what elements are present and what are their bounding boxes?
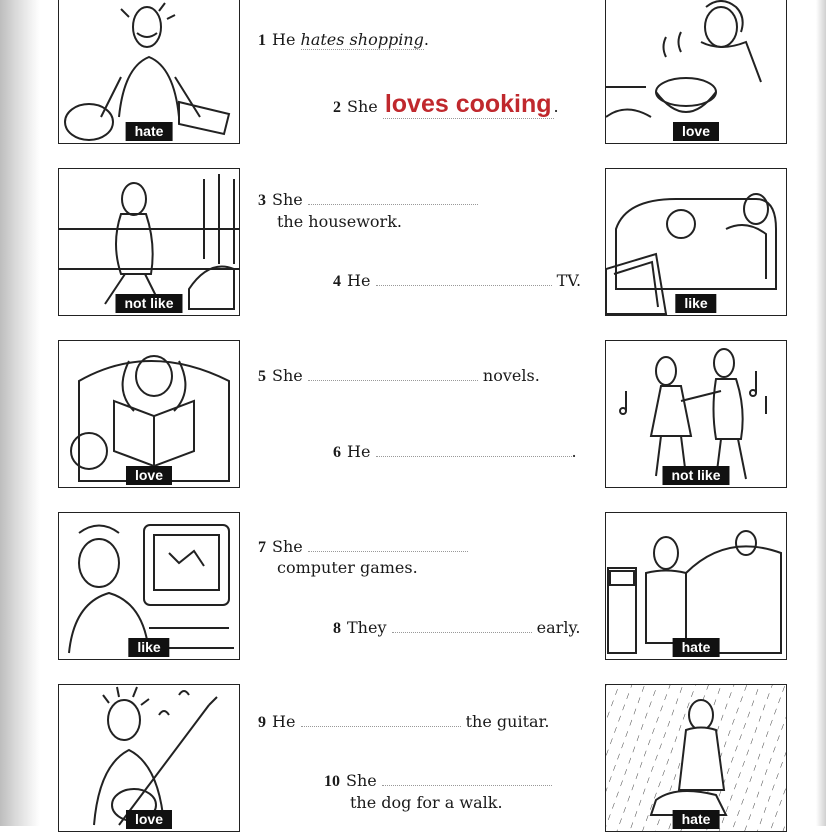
answer-blank[interactable] [392, 618, 532, 633]
exercise-1 [258, 30, 429, 51]
exercise-ending: TV. [556, 271, 582, 290]
exercise-ending: the guitar. [465, 712, 550, 731]
picture-label: like [675, 294, 716, 313]
picture-label: hate [673, 810, 720, 829]
answer-blank[interactable] [301, 712, 461, 727]
exercise-7-continuation: computer games. [277, 558, 418, 577]
picture-label: love [673, 122, 719, 141]
picture-8 [605, 512, 787, 660]
picture-1 [58, 0, 240, 144]
exercise-subject: She [272, 190, 303, 209]
exercise-number: 5 [258, 368, 266, 385]
exercise-9 [258, 712, 550, 733]
picture-label: hate [126, 122, 173, 141]
answer-blank[interactable] [308, 190, 478, 205]
exercise-number: 7 [258, 539, 266, 556]
answer-blank[interactable] [376, 442, 572, 457]
exercise-number: 3 [258, 192, 266, 209]
picture-label: not like [662, 466, 729, 485]
exercise-subject: She [272, 537, 303, 556]
answer-blank[interactable] [376, 271, 552, 286]
picture-label: love [126, 810, 172, 829]
picture-label: love [126, 466, 172, 485]
exercise-ending: . [553, 97, 559, 116]
exercise-number: 2 [333, 99, 341, 116]
exercise-subject: She [347, 97, 378, 116]
exercise-7 [258, 537, 468, 558]
exercise-3 [258, 190, 478, 211]
exercise-8 [333, 618, 580, 639]
exercise-number: 1 [258, 32, 266, 49]
picture-9 [58, 684, 240, 832]
exercise-subject: She [272, 366, 303, 385]
picture-label: like [128, 638, 169, 657]
picture-7 [58, 512, 240, 660]
exercise-2 [333, 92, 559, 120]
exercise-subject: He [347, 442, 371, 461]
picture-3 [58, 168, 240, 316]
example-answer: hates shopping [300, 30, 424, 49]
picture-5 [58, 340, 240, 488]
exercise-number: 6 [333, 444, 341, 461]
exercise-10-continuation: the dog for a walk. [350, 793, 503, 812]
picture-6 [605, 340, 787, 488]
exercise-3-continuation: the housework. [277, 212, 402, 231]
exercise-number: 8 [333, 620, 341, 637]
exercise-subject: He [347, 271, 371, 290]
picture-label: hate [673, 638, 720, 657]
picture-4 [605, 168, 787, 316]
answer-blank[interactable] [382, 771, 552, 786]
exercise-subject: He [272, 30, 296, 49]
exercise-ending: early. [536, 618, 581, 637]
exercise-number: 10 [324, 773, 340, 790]
exercise-subject: He [272, 712, 296, 731]
answer-blank[interactable] [308, 537, 468, 552]
page-shadow-right [816, 0, 826, 826]
exercise-ending: . [571, 442, 577, 461]
exercise-10 [324, 771, 552, 792]
exercise-5 [258, 366, 540, 387]
exercise-ending: . [423, 30, 429, 49]
exercise-number: 9 [258, 714, 266, 731]
page-shadow-left [0, 0, 40, 826]
picture-2 [605, 0, 787, 144]
exercise-number: 4 [333, 273, 341, 290]
exercise-subject: They [347, 618, 387, 637]
picture-10 [605, 684, 787, 832]
exercise-ending: novels. [482, 366, 540, 385]
exercise-subject: She [346, 771, 377, 790]
exercise-6 [333, 442, 577, 463]
answer-field[interactable]: loves cooking [384, 90, 552, 118]
exercise-4 [333, 271, 581, 292]
answer-blank[interactable] [308, 366, 478, 381]
picture-label: not like [115, 294, 182, 313]
